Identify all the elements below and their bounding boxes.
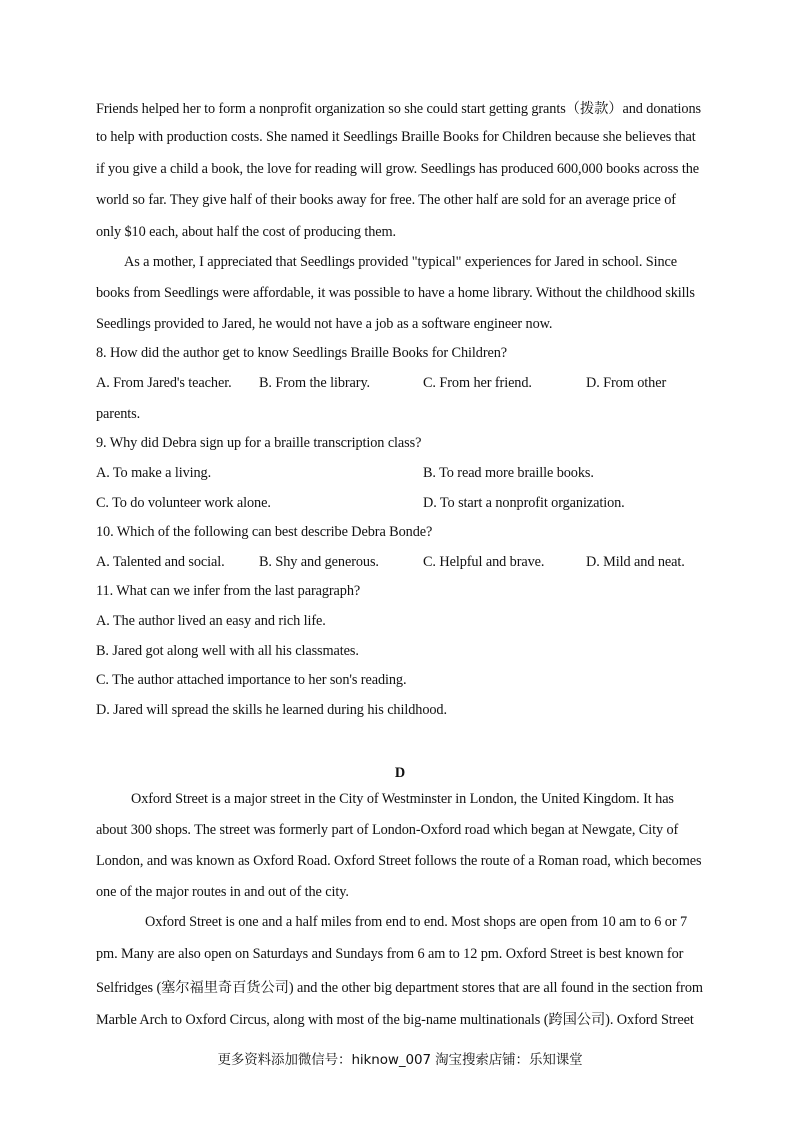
- passage-line: Oxford Street is a major street in the City of Westminster in London, the United Kingdom. It has: [131, 791, 674, 807]
- footer-promo: 更多资料添加微信号：hiknow_007 淘宝搜索店铺：乐知课堂: [217, 1052, 583, 1068]
- option-d: D. To start a nonprofit organization.: [423, 495, 625, 511]
- passage-line: London, and was known as Oxford Road. Oxford Street follows the route of a Roman road, which becomes: [96, 853, 702, 869]
- passage-line: Friends helped her to form a nonprofit organization so she could start getting grants（拨款）and donations: [96, 101, 701, 117]
- option-a: A. Talented and social.: [96, 554, 225, 570]
- option-a: A. From Jared's teacher.: [96, 375, 232, 391]
- passage-line: world so far. They give half of their books away for free. The other half are sold for an average price of: [96, 192, 676, 208]
- option-c: C. The author attached importance to her son's reading.: [96, 672, 407, 688]
- passage-line: to help with production costs. She named it Seedlings Braille Books for Children because she believes that: [96, 129, 696, 145]
- passage-line: about 300 shops. The street was formerly part of London-Oxford road which began at Newgate, City of: [96, 822, 679, 838]
- passage-line: Selfridges (塞尔福里奇百货公司) and the other big department stores that are all found in the section from: [96, 980, 703, 996]
- option-b: B. To read more braille books.: [423, 465, 594, 481]
- option-b: B. Jared got along well with all his classmates.: [96, 643, 359, 659]
- section-heading: D: [394, 765, 406, 781]
- option-d: D. From other: [586, 375, 667, 391]
- option-d: D. Jared will spread the skills he learned during his childhood.: [96, 702, 447, 718]
- passage-line: only $10 each, about half the cost of producing them.: [96, 224, 397, 240]
- passage-line: Oxford Street is one and a half miles from end to end. Most shops are open from 10 am to 6 or 7: [145, 914, 688, 930]
- question-stem: 11. What can we infer from the last paragraph?: [96, 583, 361, 599]
- option-c: C. From her friend.: [423, 375, 532, 391]
- passage-line: if you give a child a book, the love for reading will grow. Seedlings has produced 600,000 books across the: [96, 161, 700, 177]
- passage-line: one of the major routes in and out of the city.: [96, 884, 349, 900]
- option-d-continued: parents.: [96, 406, 141, 422]
- option-b: B. From the library.: [259, 375, 371, 391]
- passage-line: pm. Many are also open on Saturdays and Sundays from 6 am to 12 pm. Oxford Street is best known for: [96, 946, 684, 962]
- question-stem: 10. Which of the following can best describe Debra Bonde?: [96, 524, 433, 540]
- passage-line: books from Seedlings were affordable, it was possible to have a home library. Without the childhood skills: [96, 285, 695, 301]
- option-b: B. Shy and generous.: [259, 554, 379, 570]
- passage-line: Marble Arch to Oxford Circus, along with most of the big-name multinationals (跨国公司). Oxford Street: [96, 1012, 694, 1028]
- question-stem: 9. Why did Debra sign up for a braille transcription class?: [96, 435, 422, 451]
- option-a: A. To make a living.: [96, 465, 212, 481]
- option-a: A. The author lived an easy and rich life.: [96, 613, 326, 629]
- question-stem: 8. How did the author get to know Seedlings Braille Books for Children?: [96, 345, 508, 361]
- option-c: C. Helpful and brave.: [423, 554, 545, 570]
- option-c: C. To do volunteer work alone.: [96, 495, 271, 511]
- passage-line: As a mother, I appreciated that Seedlings provided "typical" experiences for Jared in school. Since: [124, 254, 678, 270]
- passage-line: Seedlings provided to Jared, he would not have a job as a software engineer now.: [96, 316, 553, 332]
- option-d: D. Mild and neat.: [586, 554, 685, 570]
